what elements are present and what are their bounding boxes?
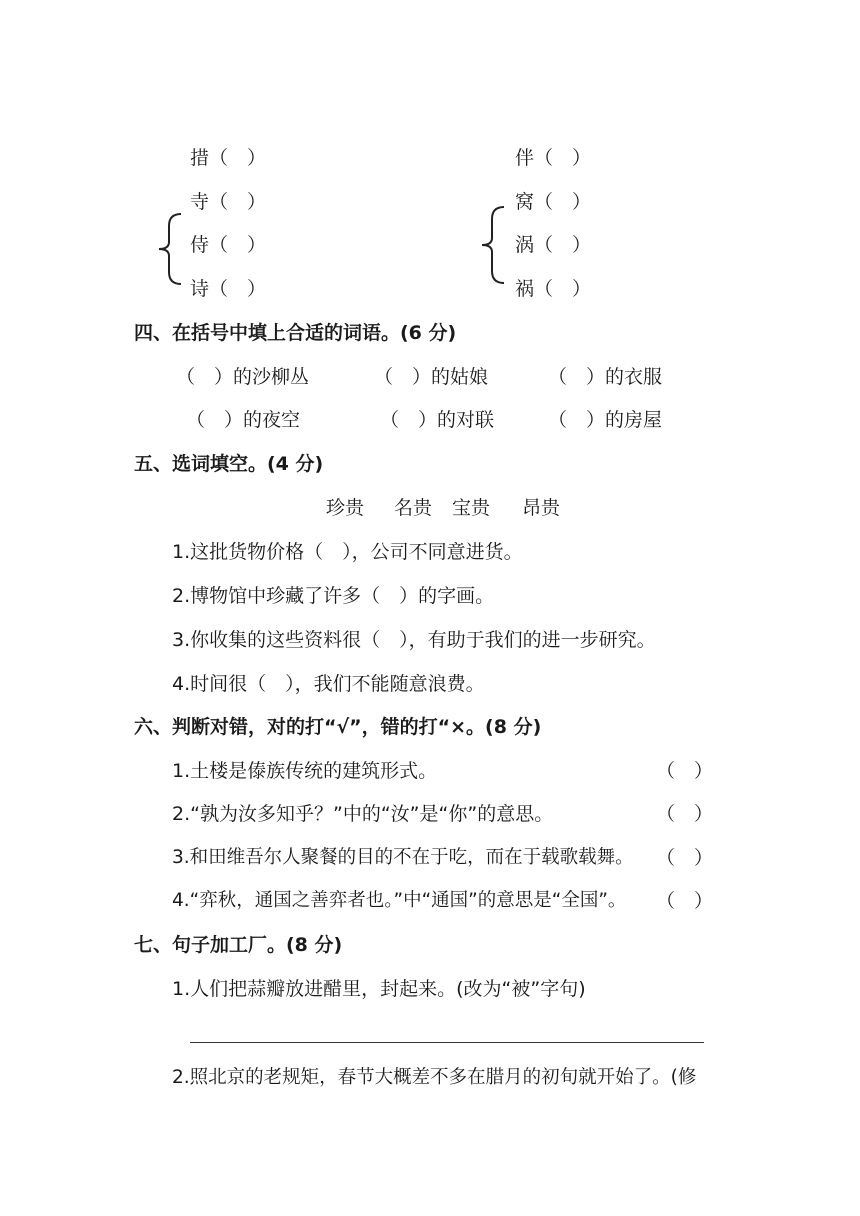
sentence-item: 1.人们把蒜瓣放进醋里，封起来。(改为“被”字句) [172,978,586,1000]
char-item: 措（ ） [190,147,267,169]
left-brace-icon [155,212,185,286]
judge-blank: （ ） [656,760,714,782]
right-brace-icon [478,205,508,285]
question-item: 1.这批货物价格（ ），公司不同意进货。 [172,541,523,563]
judge-item: 4.“弈秋，通国之善弈者也。”中“通国”的意思是“全国”。 [172,890,627,911]
judge-blank: （ ） [656,847,714,869]
answer-line[interactable] [190,1042,704,1043]
judge-item: 1.土楼是傣族传统的建筑形式。 [172,760,438,782]
char-item: 诗（ ） [190,278,267,300]
question-item: 2.博物馆中珍藏了许多（ ）的字画。 [172,585,495,607]
word-option: 名贵 [394,497,433,519]
question-item: 3.你收集的这些资料很（ ），有助于我们的进一步研究。 [172,629,656,651]
char-item: 涡（ ） [515,234,592,256]
judge-blank: （ ） [656,803,714,825]
judge-item: 2.“孰为汝多知乎？”中的“汝”是“你”的意思。 [172,803,554,825]
question-item: 4.时间很（ ），我们不能随意浪费。 [172,673,485,695]
fill-word-item: （ ）的夜空 [186,409,301,431]
char-item: 伴（ ） [515,147,592,169]
char-item: 窝（ ） [515,191,592,213]
char-item: 祸（ ） [515,278,592,300]
section-heading-4: 四、在括号中填上合适的词语。(6 分) [134,322,457,344]
char-item: 寺（ ） [190,191,267,213]
fill-word-item: （ ）的房屋 [548,409,663,431]
fill-word-item: （ ）的对联 [380,409,495,431]
section-heading-6: 六、判断对错，对的打“√”，错的打“×。(8 分) [134,716,542,738]
fill-word-item: （ ）的沙柳丛 [176,366,310,388]
char-item: 侍（ ） [190,234,267,256]
word-option: 宝贵 [452,497,491,519]
section-heading-5: 五、选词填空。(4 分) [134,453,324,475]
word-option: 珍贵 [326,497,365,519]
section-heading-7: 七、句子加工厂。(8 分) [134,934,343,956]
judge-item: 3.和田维吾尔人聚餐的目的不在于吃，而在于载歌载舞。 [172,847,634,868]
sentence-item: 2.照北京的老规矩，春节大概差不多在腊月的初旬就开始了。(修 [172,1067,697,1088]
word-option: 昂贵 [522,497,561,519]
judge-blank: （ ） [656,890,714,912]
fill-word-item: （ ）的姑娘 [374,366,489,388]
fill-word-item: （ ）的衣服 [548,366,663,388]
